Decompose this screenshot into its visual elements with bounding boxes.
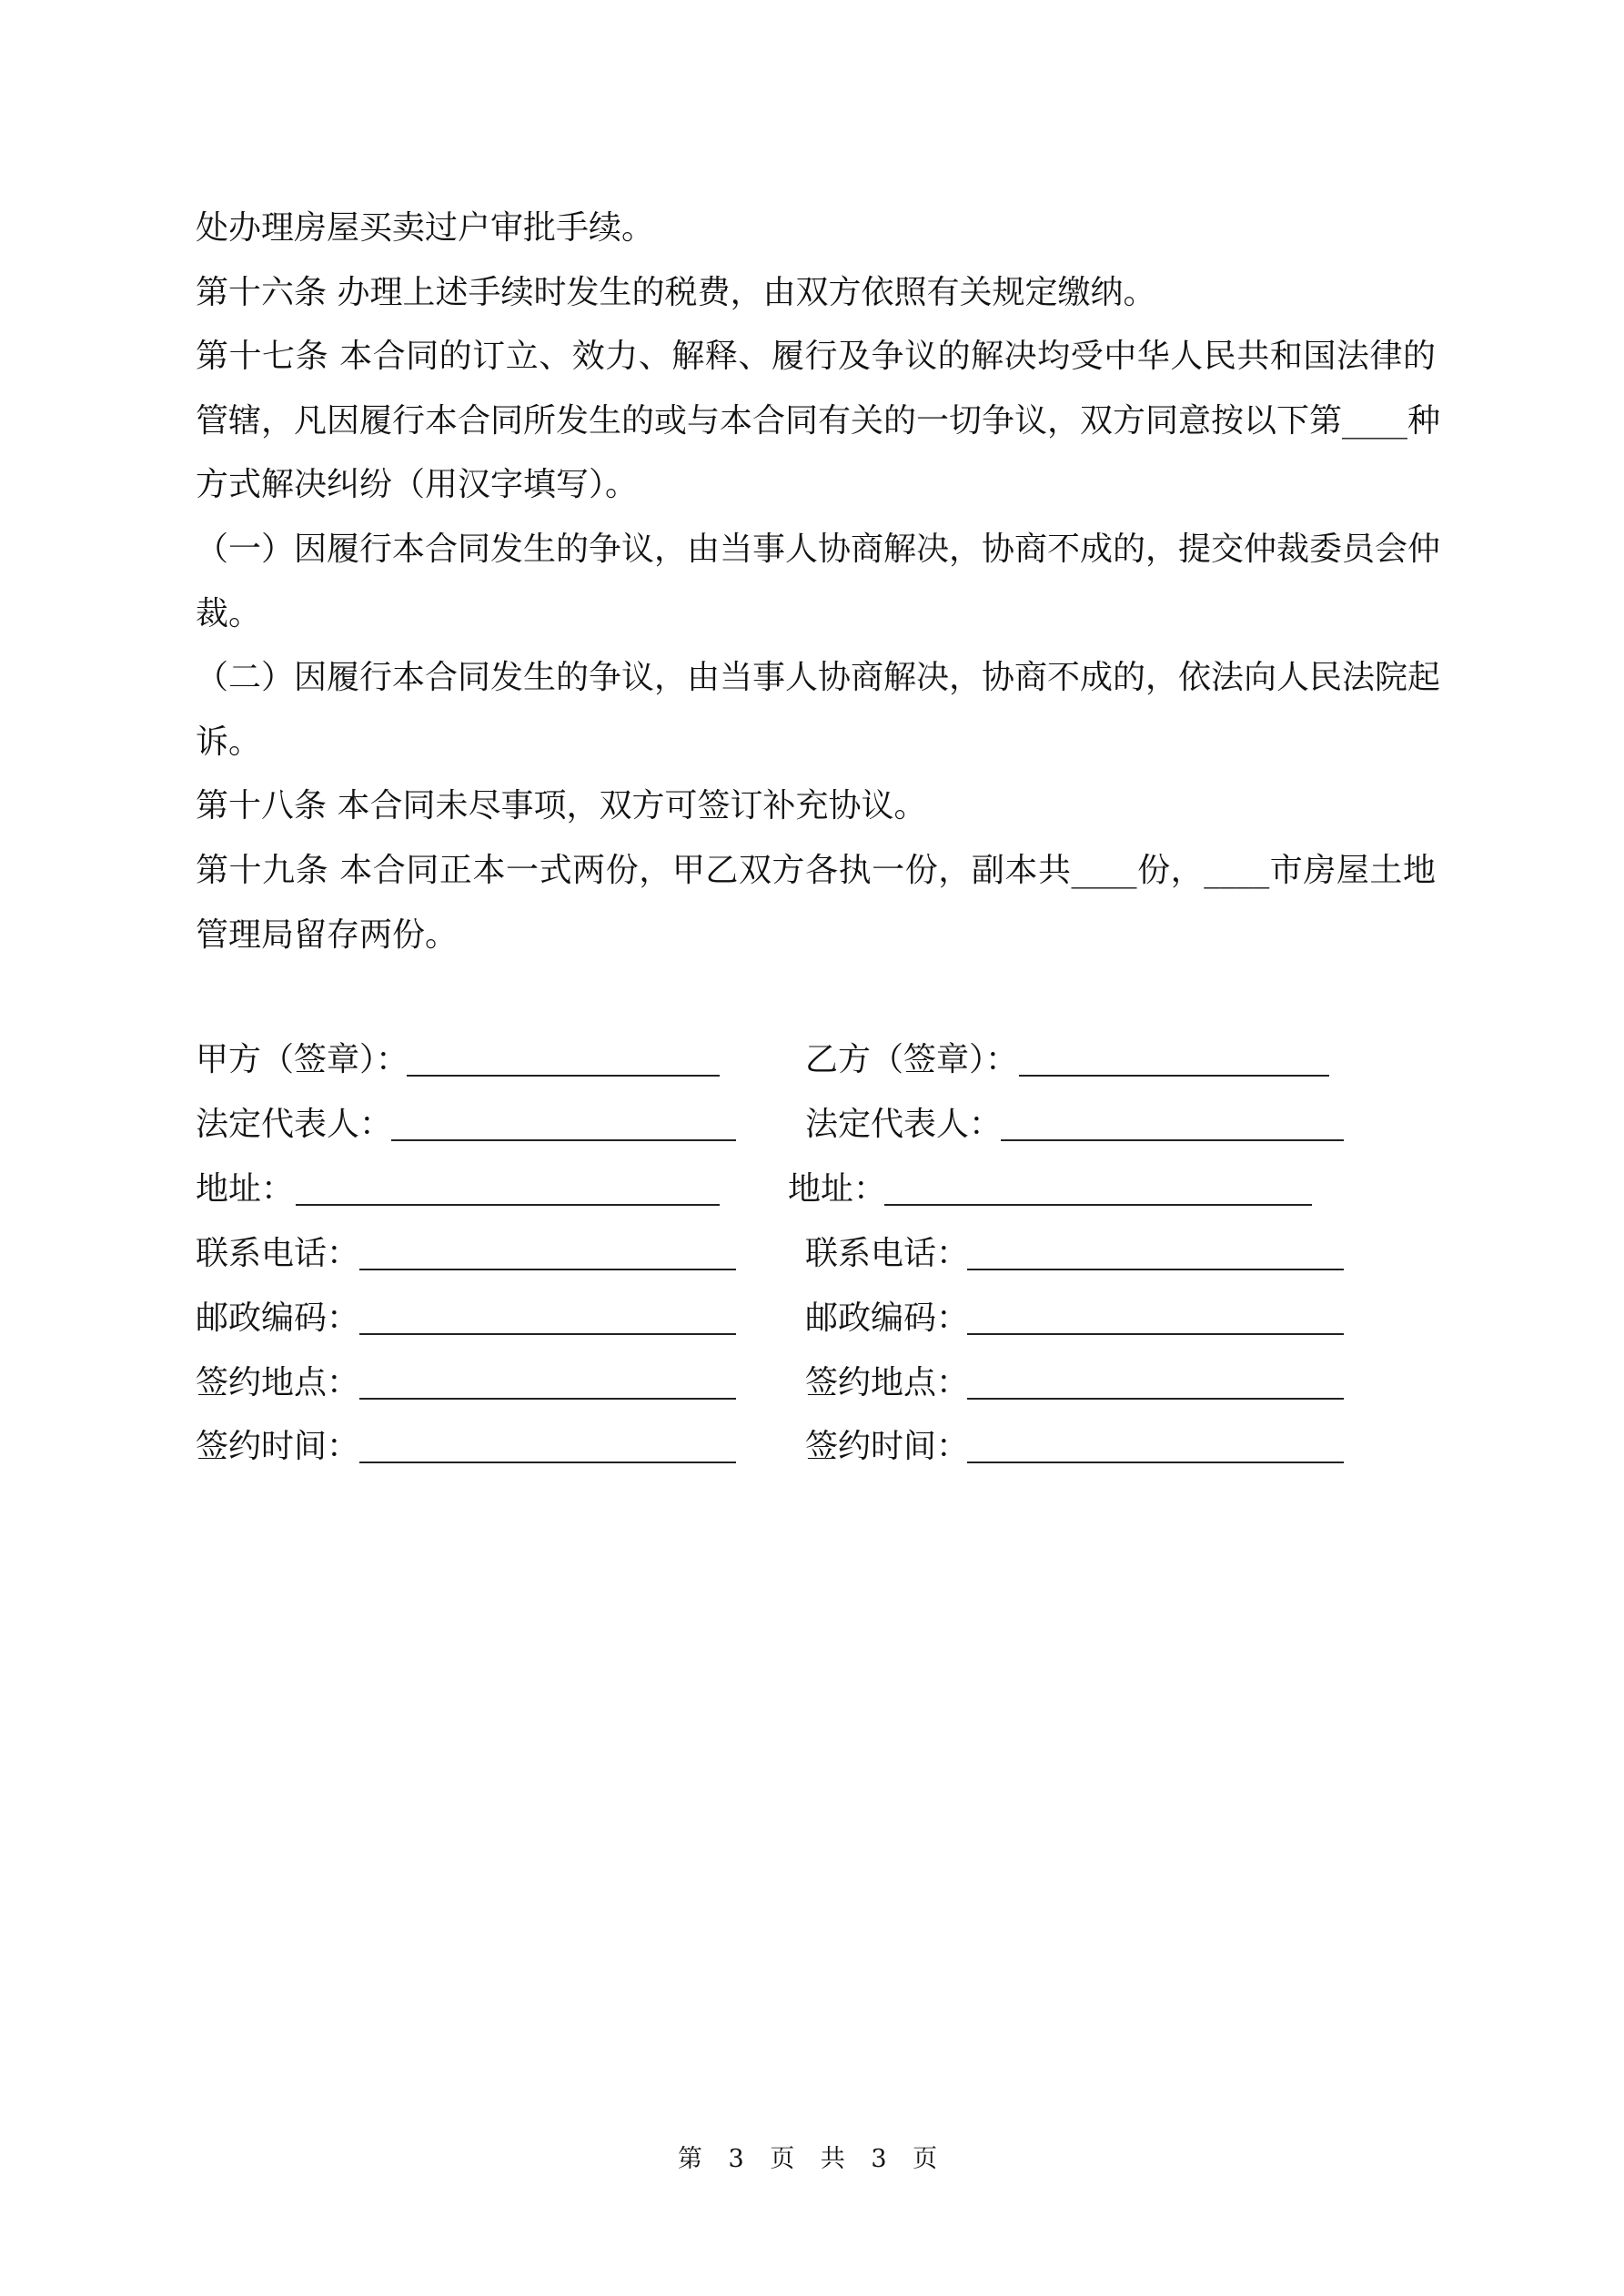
- party-a-field-label: 法定代表人：: [196, 1105, 393, 1143]
- party-a-blank-line: [407, 1075, 720, 1077]
- body-line: 处办理房屋买卖过户审批手续。: [196, 209, 655, 247]
- body-line: 诉。: [196, 723, 262, 761]
- body-line: 第十九条 本合同正本一式两份，甲乙双方各执一份，副本共____份，____市房屋土地: [196, 852, 1436, 889]
- party-b-field-label: 邮政编码：: [805, 1299, 970, 1337]
- party-b-field-label: 地址：: [788, 1169, 887, 1208]
- party-a-blank-line: [359, 1462, 736, 1463]
- party-a-blank-line: [359, 1269, 736, 1270]
- body-line: 管理局留存两份。: [196, 915, 459, 954]
- party-a-blank-line: [359, 1333, 736, 1335]
- party-b-blank-line: [967, 1269, 1344, 1270]
- body-line: 裁。: [196, 594, 262, 632]
- party-b-field-label: 签约时间：: [805, 1428, 970, 1466]
- body-line: （一）因履行本合同发生的争议，由当事人协商解决，协商不成的，提交仲裁委员会仲: [196, 531, 1441, 568]
- body-line: 第十七条 本合同的订立、效力、解释、履行及争议的解决均受中华人民共和国法律的: [196, 338, 1436, 376]
- body-line: 方式解决纠纷（用汉字填写）。: [196, 466, 639, 504]
- party-a-blank-line: [391, 1139, 736, 1141]
- party-a-field-label: 签约时间：: [196, 1428, 360, 1466]
- body-line: 管辖，凡因履行本合同所发生的或与本合同有关的一切争议，双方同意按以下第____种: [196, 401, 1441, 440]
- body-line: 第十六条 办理上述手续时发生的税费，由双方依照有关规定缴纳。: [196, 273, 1156, 311]
- party-b-blank-line: [1001, 1139, 1344, 1141]
- party-b-blank-line: [967, 1462, 1344, 1463]
- party-b-field-label: 签约地点：: [805, 1363, 970, 1401]
- body-line: （二）因履行本合同发生的争议，由当事人协商解决，协商不成的，依法向人民法院起: [196, 659, 1441, 697]
- party-a-field-label: 签约地点：: [196, 1363, 360, 1401]
- party-b-blank-line: [884, 1204, 1312, 1206]
- party-a-field-label: 甲方（签章）：: [196, 1041, 409, 1078]
- party-a-blank-line: [296, 1204, 720, 1206]
- page-number: 第 3 页 共 3 页: [677, 2145, 947, 2173]
- party-a-field-label: 邮政编码：: [196, 1299, 360, 1337]
- party-a-field-label: 地址：: [196, 1169, 295, 1208]
- body-line: 第十八条 本合同未尽事项，双方可签订补充协议。: [196, 787, 927, 825]
- party-a-field-label: 联系电话：: [196, 1234, 360, 1272]
- party-b-field-label: 乙方（签章）：: [805, 1041, 1019, 1078]
- party-b-blank-line: [967, 1333, 1344, 1335]
- party-a-blank-line: [359, 1398, 736, 1400]
- party-b-blank-line: [1019, 1075, 1329, 1077]
- party-b-field-label: 法定代表人：: [805, 1105, 1003, 1143]
- party-b-field-label: 联系电话：: [805, 1234, 970, 1272]
- party-b-blank-line: [967, 1398, 1344, 1400]
